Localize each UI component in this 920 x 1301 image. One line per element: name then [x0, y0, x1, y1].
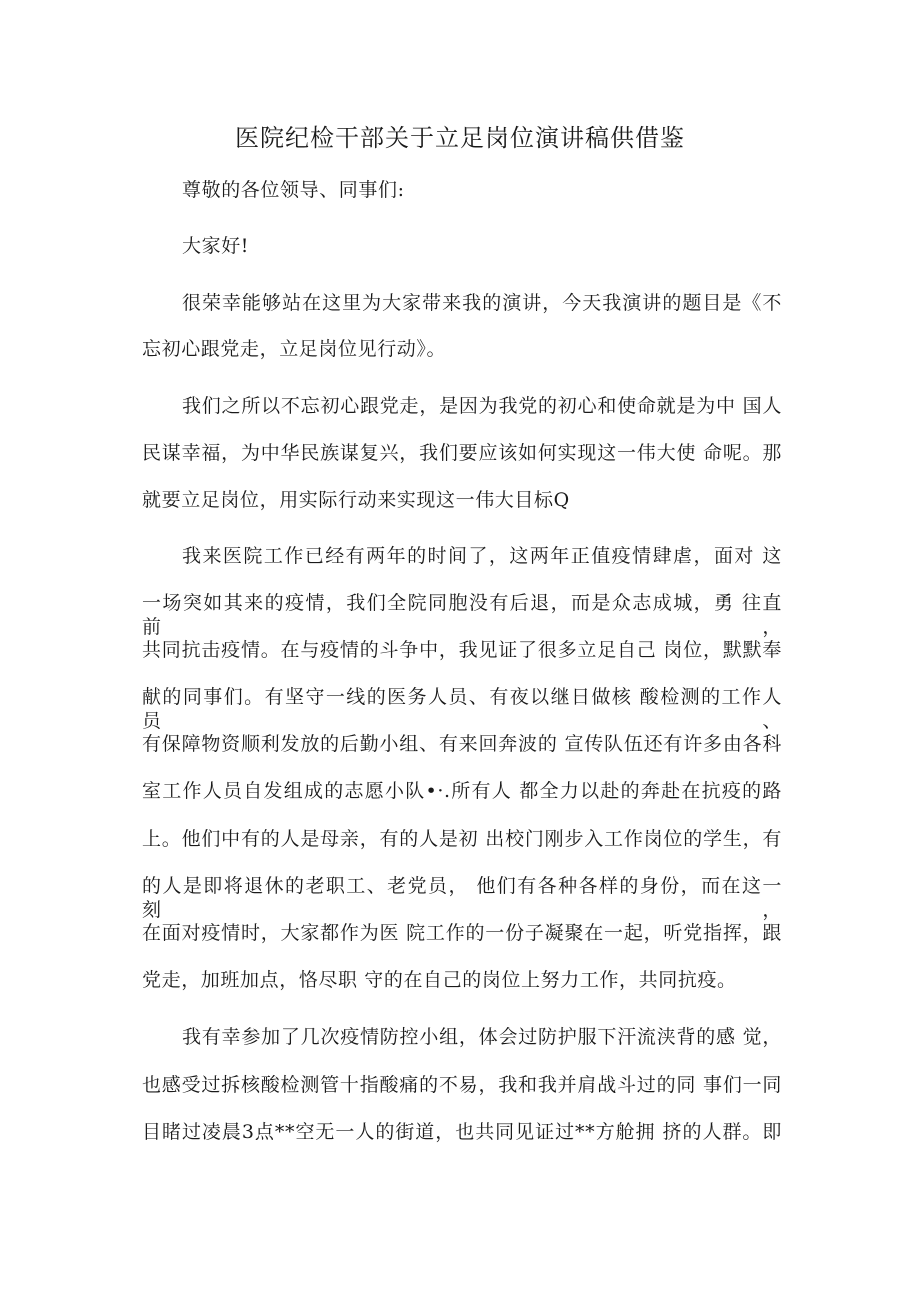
paragraph-3-line-6: 室工作人员自发组成的志愿小队•·.所有人 都全力以赴的奔赴在抗疫的路 — [142, 780, 782, 802]
paragraph-4-line-1: 我有幸参加了几次疫情防控小组，体会过防护服下汗流浃背的感 觉， — [182, 1026, 782, 1048]
paragraph-3-line-7: 上。他们中有的人是母亲，有的人是初 出校门刚步入工作岗位的学生，有 — [142, 828, 782, 850]
paragraph-3-line-9: 在面对疫情时，大家都作为医 院工作的一份子凝聚在一起，听党指挥，跟 — [142, 922, 782, 944]
paragraph-3-line-3: 共同抗击疫情。在与疫情的斗争中，我见证了很多立足自己 岗位，默默奉 — [142, 639, 782, 661]
paragraph-2-line-3: 就要立足岗位，用实际行动来实现这一伟大目标Q — [142, 489, 570, 511]
paragraph-2-line-2: 民谋幸福，为中华民族谋复兴，我们要应该如何实现这一伟大使 命呢。那 — [142, 442, 782, 464]
paragraph-3-line-2: 一场突如其来的疫情，我们全院同胞没有后退，而是众志成城，勇 往直前， — [142, 592, 782, 638]
paragraph-3-line-4: 献的同事们。有坚守一线的医务人员、有夜以继日做核 酸检测的工作人员、 — [142, 686, 782, 732]
document-title: 医院纪检干部关于立足岗位演讲稿供借鉴 — [235, 124, 685, 152]
paragraph-4-line-2: 也感受过拆核酸检测管十指酸痛的不易，我和我并肩战斗过的同 事们一同 — [142, 1074, 782, 1096]
paragraph-3-line-5: 有保障物资顺利发放的后勤小组、有来回奔波的 宣传队伍还有许多由各科 — [142, 733, 782, 755]
paragraph-1-line-2: 忘初心跟党走，立足岗位见行动》。 — [142, 338, 447, 360]
paragraph-3-line-8: 的人是即将退休的老职工、老党员， 他们有各种各样的身份，而在这一刻， — [142, 875, 782, 921]
paragraph-3-line-1: 我来医院工作已经有两年的时间了，这两年正值疫情肆虐，面对 这 — [182, 545, 782, 567]
hello-line: 大家好! — [182, 235, 250, 257]
paragraph-1-line-1: 很荣幸能够站在这里为大家带来我的演讲，今天我演讲的题目是《不 — [182, 292, 782, 314]
paragraph-2-line-1: 我们之所以不忘初心跟党走，是因为我党的初心和使命就是为中 国人 — [182, 395, 782, 417]
paragraph-4-line-3: 目睹过凌晨3点**空无一人的街道，也共同见证过**方舱拥 挤的人群。即 — [142, 1121, 782, 1143]
greeting-line: 尊敬的各位领导、同事们: — [182, 179, 405, 201]
paragraph-3-line-10: 党走，加班加点，恪尽职 守的在自己的岗位上努力工作，共同抗疫。 — [142, 969, 737, 991]
